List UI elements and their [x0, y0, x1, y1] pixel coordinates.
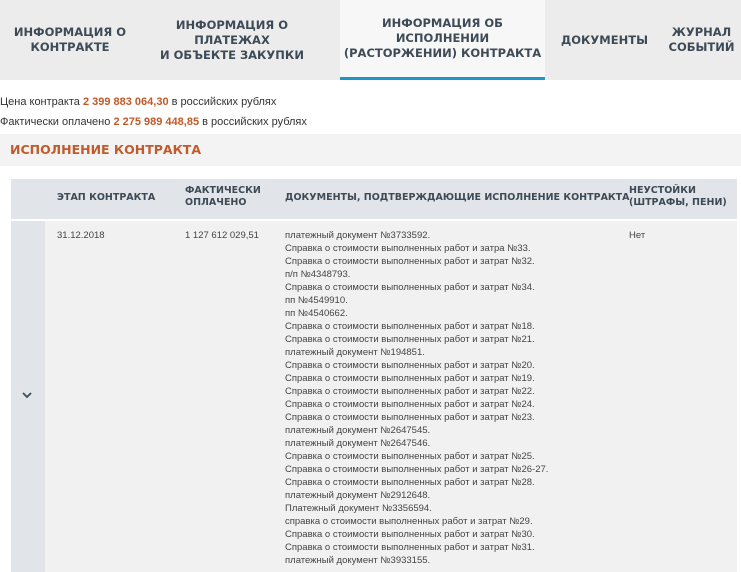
tab-label: (РАСТОРЖЕНИИ) КОНТРАКТА [343, 46, 542, 60]
document-item: справка о стоимости выполненных работ и затрат №29. [285, 516, 533, 527]
tab-label: ЖУРНАЛ [671, 25, 732, 39]
document-item: Справка о стоимости выполненных работ и затрат №25. [285, 451, 535, 462]
header-penalties-line1: НЕУСТОЙКИ [629, 185, 696, 196]
document-item: Справка о стоимости выполненных работ и затрат №20. [285, 360, 535, 371]
tab-label: СОБЫТИЙ [668, 40, 735, 54]
document-item: Справка о стоимости выполненных работ и затрат №22. [285, 386, 535, 397]
header-paid [185, 185, 261, 209]
header-documents: ДОКУМЕНТЫ, ПОДТВЕРЖДАЮЩИЕ ИСПОЛНЕНИЕ КОНТРАКТА [285, 192, 630, 203]
tab-event-log[interactable] [662, 0, 741, 80]
header-penalties-line2: (ШТРАФЫ, ПЕНИ) [629, 197, 727, 208]
table-header [11, 179, 737, 219]
tab-execution-info[interactable] [340, 0, 545, 80]
tab-contract-info[interactable] [6, 0, 134, 80]
paid-amount-currency: в российских рублях [202, 116, 307, 128]
documents-list [285, 229, 548, 567]
document-item: Справка о стоимости выполненных работ и затрат №26-27. [285, 464, 549, 475]
document-item: Справка о стоимости выполненных работ и затра №33. [285, 243, 531, 254]
document-item: Платежный документ №3356594. [285, 503, 432, 514]
header-stage: ЭТАП КОНТРАКТА [57, 192, 156, 203]
header-paid-line1: ФАКТИЧЕСКИ [185, 185, 261, 196]
document-item: Справка о стоимости выполненных работ и затрат №18. [285, 321, 535, 332]
tab-label: КОНТРАКТЕ [30, 40, 110, 54]
stage-penalties: Нет [629, 230, 646, 241]
tab-bar [0, 0, 741, 80]
header-penalties [629, 185, 727, 209]
paid-amount-line [0, 116, 307, 128]
table-row [45, 221, 737, 572]
section-title: ИСПОЛНЕНИЕ КОНТРАКТА [10, 142, 202, 157]
header-paid-line2: ОПЛАЧЕНО [185, 197, 247, 208]
document-item: платежный документ №2647545. [285, 425, 431, 436]
tab-label: ИНФОРМАЦИЯ ОБ ИСПОЛНЕНИИ [382, 16, 503, 45]
document-item: Справка о стоимости выполненных работ и затрат №30. [285, 529, 535, 540]
document-item: платежный документ №2647546. [285, 438, 431, 449]
tab-label: И ОБЪЕКТЕ ЗАКУПКИ [160, 47, 304, 62]
document-item: Справка о стоимости выполненных работ и затрат №21. [285, 334, 535, 345]
contract-price-value: 2 399 883 064,30 [82, 96, 169, 108]
tab-payments-info[interactable] [140, 0, 324, 80]
document-item: Справка о стоимости выполненных работ и затрат №32. [285, 256, 535, 267]
execution-table [11, 179, 737, 572]
document-item: п/п №4348793. [285, 269, 351, 280]
stage-paid-amount: 1 127 612 029,51 [185, 230, 259, 241]
document-item: платежный документ №3933155. [285, 555, 431, 566]
document-item: Справка о стоимости выполненных работ и затрат №23. [285, 412, 535, 423]
chevron-down-icon [22, 391, 32, 399]
document-item: платежный документ №194851. [285, 347, 425, 358]
tab-label: ИНФОРМАЦИЯ О ПЛАТЕЖАХ [175, 17, 289, 47]
section-header [0, 134, 741, 166]
document-item: пп №4540662. [285, 308, 348, 319]
tab-documents[interactable] [557, 0, 652, 80]
document-item: Справка о стоимости выполненных работ и затрат №19. [285, 373, 535, 384]
document-item: Справка о стоимости выполненных работ и затрат №34. [285, 282, 535, 293]
paid-amount-label: Фактически оплачено [0, 116, 111, 128]
contract-price-label: Цена контракта [0, 96, 80, 108]
row-expand-toggle[interactable] [11, 221, 45, 572]
document-item: Справка о стоимости выполненных работ и затрат №24. [285, 399, 535, 410]
stage-date: 31.12.2018 [57, 230, 105, 241]
contract-price-line [0, 96, 276, 108]
document-item: пп №4549910. [285, 295, 348, 306]
document-item: Справка о стоимости выполненных работ и затрат №28. [285, 477, 535, 488]
tab-label: ДОКУМЕНТЫ [561, 32, 648, 47]
contract-price-currency: в российских рублях [171, 96, 277, 108]
document-item: Справка о стоимости выполненных работ и затрат №31. [285, 542, 535, 553]
document-item: платежный документ №3733592. [285, 230, 431, 241]
document-item: платежный документ №2912648. [285, 490, 431, 501]
paid-amount-value: 2 275 989 448,85 [113, 116, 200, 128]
tab-label: ИНФОРМАЦИЯ О [13, 25, 127, 39]
